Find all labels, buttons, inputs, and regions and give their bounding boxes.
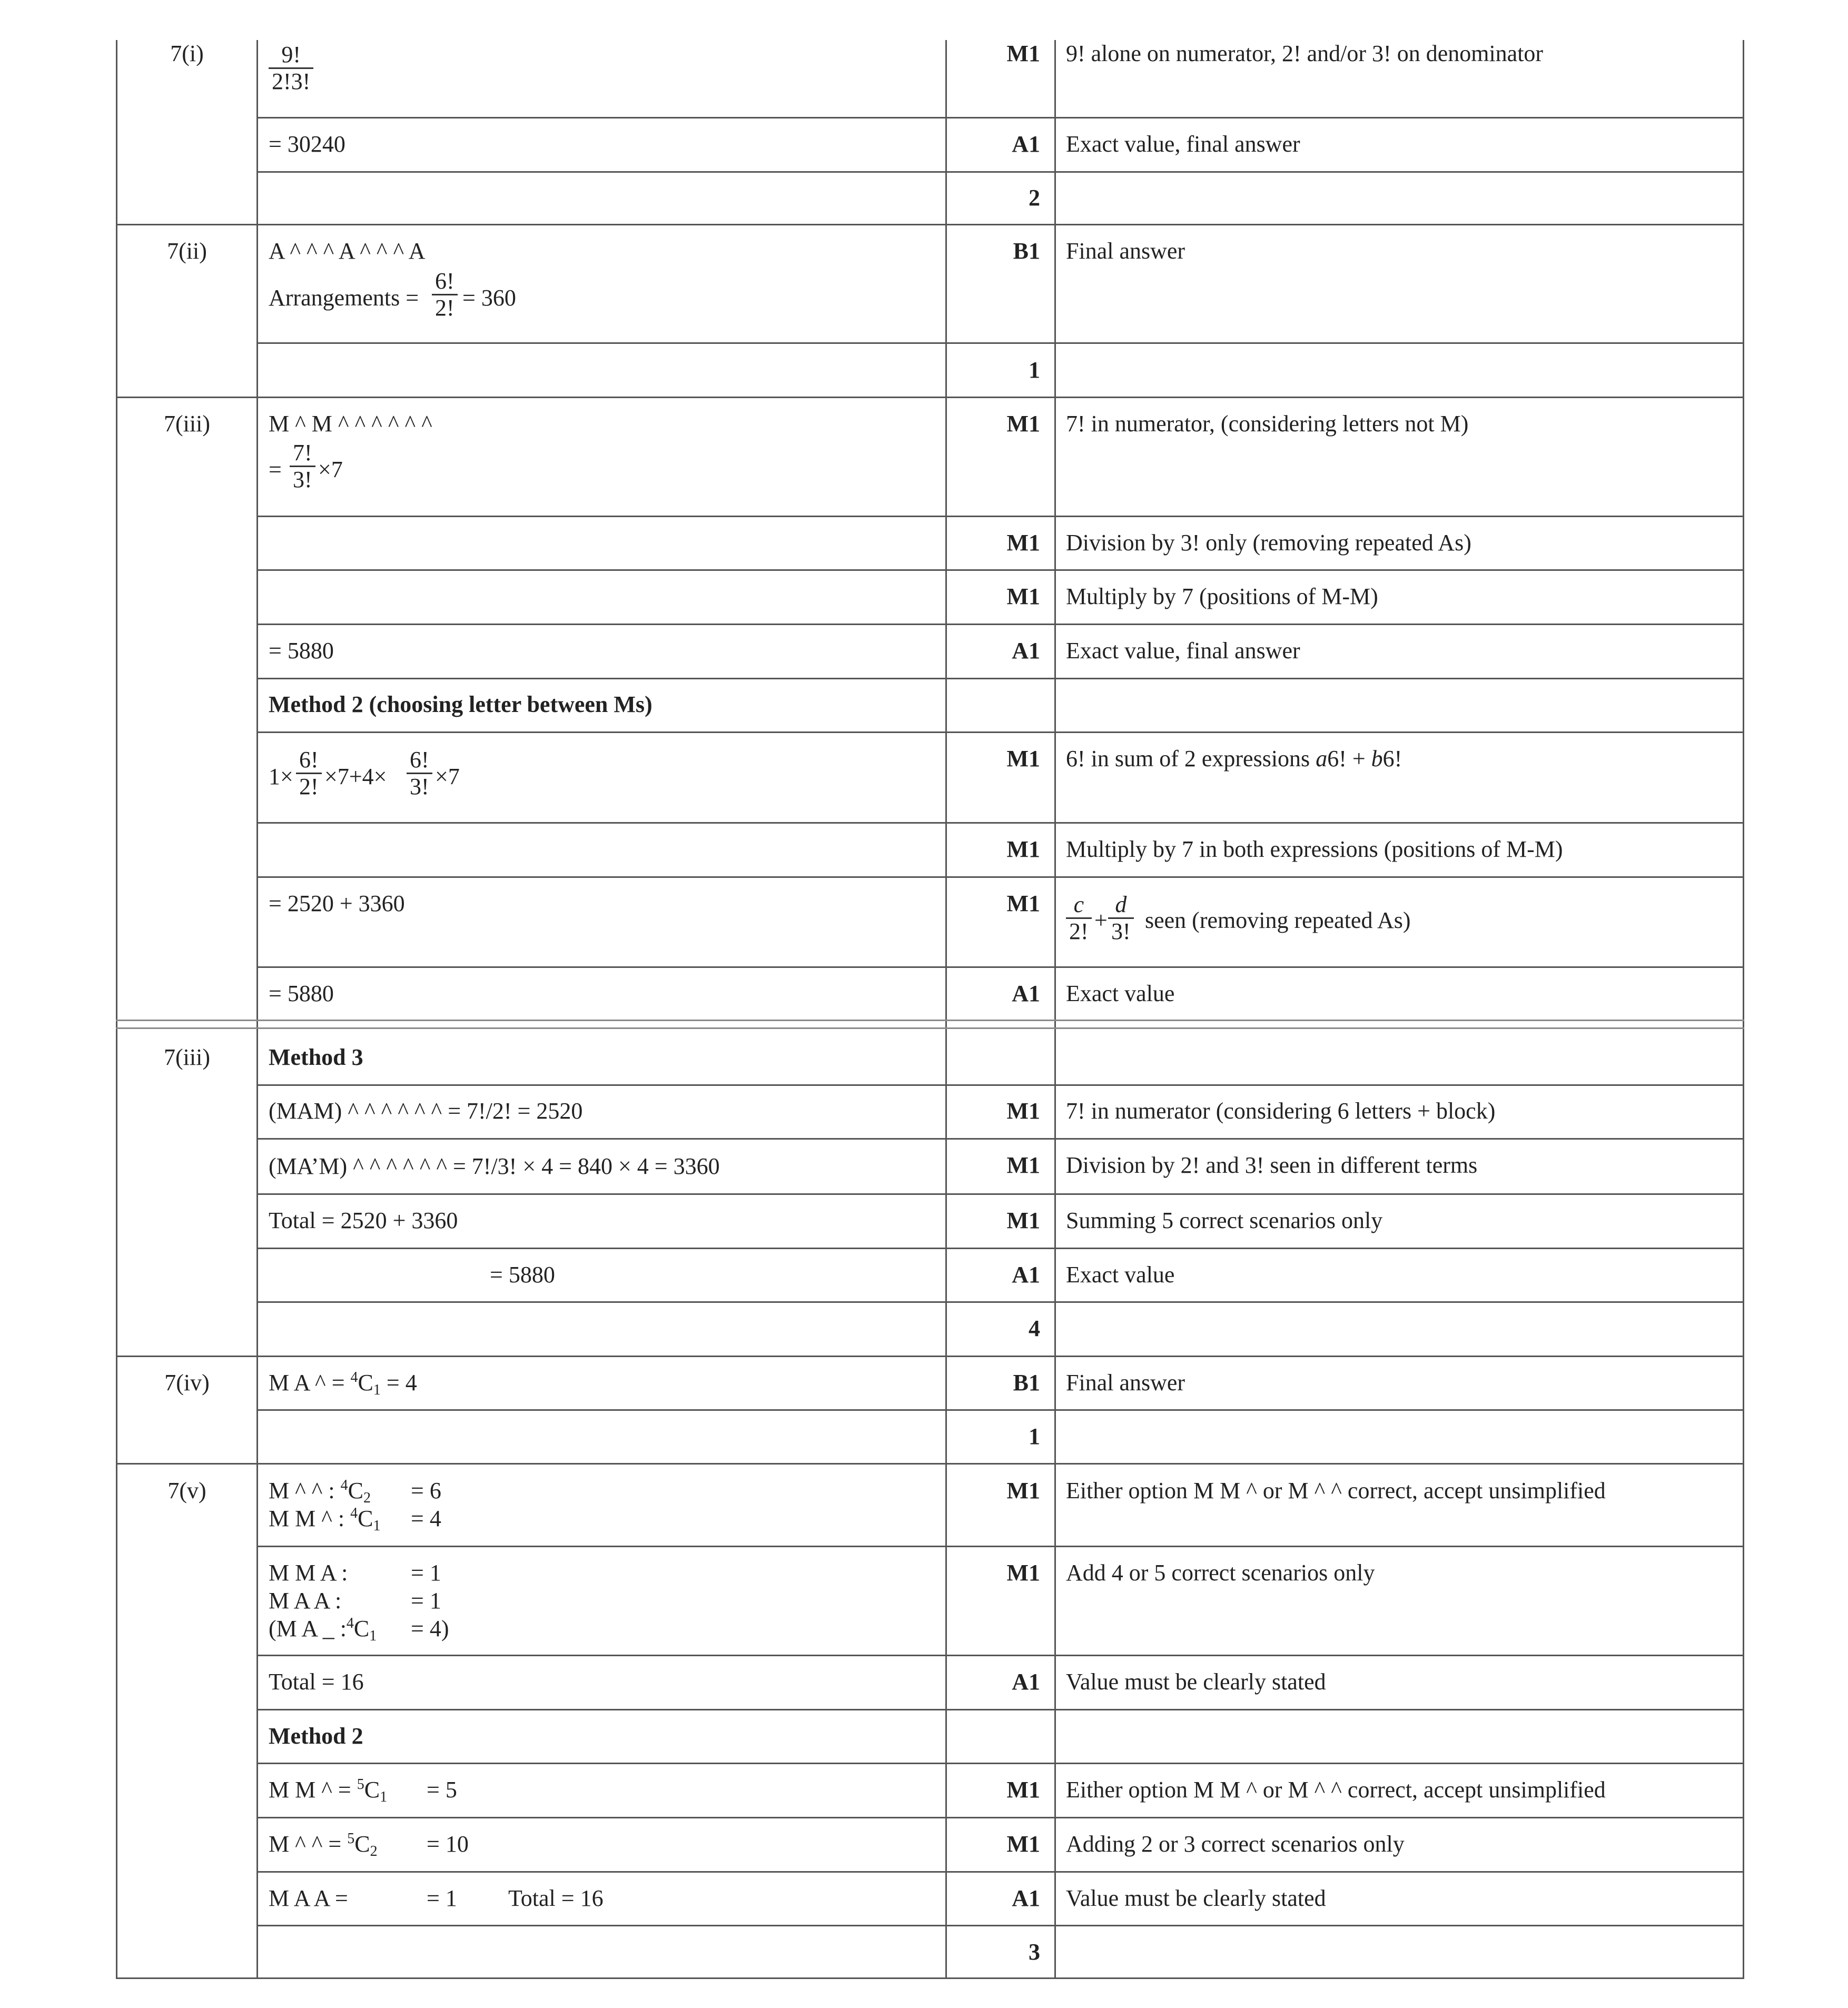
guidance-text: 7! in numerator, (considering letters not M): [1066, 411, 1469, 437]
answer-fraction: [432, 269, 458, 321]
fraction-numerator: 9!: [269, 42, 313, 69]
mark-code: M1: [1006, 1152, 1040, 1178]
superscript: 4: [340, 1477, 348, 1493]
fraction-denominator: 2!: [435, 295, 454, 321]
answer-text-part: M M ^ :: [269, 1506, 351, 1531]
mark-code: M1: [1006, 41, 1040, 66]
answer-fraction: [407, 747, 432, 799]
guidance-text: Exact value: [1066, 1262, 1175, 1288]
row-divider: [256, 822, 1744, 824]
row-divider: [256, 171, 1744, 173]
answer-text-part: M ^ ^ :: [269, 1478, 341, 1503]
answer-text: (MAM) ^ ^ ^ ^ ^ ^ = 7!/2! = 2520: [269, 1098, 583, 1124]
answer-text: M A A :: [269, 1588, 342, 1614]
answer-text: = 5880: [490, 1262, 555, 1288]
row-divider: [256, 624, 1744, 625]
guidance-text: [1066, 745, 1402, 773]
answer-text: [269, 1615, 377, 1643]
marks-total: 3: [1029, 1939, 1040, 1965]
guidance-text-part: 6! +: [1327, 746, 1371, 771]
fraction-numerator: 6!: [407, 747, 432, 774]
answer-text: Total = 2520 + 3360: [269, 1208, 458, 1233]
table-border-left: [116, 40, 117, 1979]
guidance-text: seen (removing repeated As): [1145, 907, 1411, 933]
guidance-text-part: 6!: [1382, 746, 1402, 771]
table-border-bottom: [116, 1977, 1744, 1979]
answer-value: = 4): [411, 1616, 449, 1641]
answer-text: = 2520 + 3360: [269, 891, 405, 916]
answer-text: =: [269, 457, 282, 482]
variable-a: a: [1316, 746, 1328, 771]
question-label: 7(ii): [167, 238, 207, 264]
guidance-text: Exact value: [1066, 981, 1175, 1006]
answer-text-part: C: [353, 1616, 370, 1641]
marks-total: 1: [1029, 357, 1040, 383]
superscript: 4: [350, 1505, 358, 1521]
question-divider: [116, 1463, 1744, 1465]
mark-code: M1: [1006, 1777, 1040, 1803]
guidance-text: Summing 5 correct scenarios only: [1066, 1208, 1383, 1233]
row-divider: [256, 1409, 1744, 1411]
fraction-denominator: 2!: [299, 774, 319, 799]
answer-text-part: C: [354, 1831, 370, 1857]
mark-code: A1: [1012, 981, 1040, 1006]
answer-text: = 30240: [269, 131, 345, 157]
superscript: 4: [346, 1615, 354, 1631]
row-divider: [256, 342, 1744, 344]
guidance-fraction: [1066, 892, 1092, 944]
mark-code: A1: [1012, 1669, 1040, 1695]
method-heading: Method 2 (choosing letter between Ms): [269, 691, 653, 717]
column-divider-guidance: [1054, 40, 1056, 1979]
subscript: 1: [373, 1382, 381, 1398]
mark-code: B1: [1013, 1370, 1040, 1396]
row-divider: [256, 516, 1744, 517]
answer-text-part: C: [348, 1478, 363, 1503]
question-label: 7(i): [170, 41, 204, 66]
subscript: 1: [380, 1789, 388, 1805]
answer-text: = 5880: [269, 638, 334, 664]
answer-text-part: M A ^ =: [269, 1370, 351, 1396]
answer-text: [269, 1477, 371, 1505]
row-divider: [256, 1546, 1744, 1547]
fraction-denominator: 3!: [293, 467, 312, 492]
guidance-text: 9! alone on numerator, 2! and/or 3! on denominator: [1066, 41, 1544, 66]
mark-code: M1: [1006, 1831, 1040, 1857]
fraction-denominator: 3!: [410, 774, 429, 799]
mark-code: A1: [1012, 1885, 1040, 1911]
answer-text-part: M M ^ =: [269, 1777, 357, 1803]
row-divider: [256, 569, 1744, 571]
mark-code: M1: [1006, 411, 1040, 437]
marks-total: 1: [1029, 1423, 1040, 1449]
fraction-denominator: 2!: [1069, 918, 1089, 944]
row-divider: [256, 966, 1744, 968]
mark-code: B1: [1013, 238, 1040, 264]
row-divider: [256, 876, 1744, 878]
row-divider: [256, 731, 1744, 733]
marks-total: 2: [1029, 185, 1040, 211]
fraction-numerator: c: [1066, 892, 1092, 919]
answer-value: = 1: [411, 1560, 441, 1586]
answer-value: = 1: [427, 1885, 457, 1911]
answer-fraction: [296, 747, 322, 799]
column-divider-answer: [256, 40, 258, 1979]
answer-text-part: = 4: [380, 1370, 417, 1396]
answer-text-part: (M A _ :: [269, 1616, 347, 1641]
question-divider: [116, 1356, 1744, 1357]
guidance-text: Value must be clearly stated: [1066, 1669, 1326, 1695]
row-divider: [256, 1817, 1744, 1818]
answer-text: M ^ M ^ ^ ^ ^ ^ ^: [269, 411, 432, 437]
row-divider: [256, 1193, 1744, 1195]
answer-text: A ^ ^ ^ A ^ ^ ^ A: [269, 238, 426, 264]
row-divider: [256, 1871, 1744, 1873]
fraction-numerator: 7!: [290, 440, 315, 467]
guidance-text: Either option M M ^ or M ^ ^ correct, accept unsimplified: [1066, 1777, 1606, 1803]
answer-value: = 1: [411, 1588, 441, 1614]
mark-code: M1: [1006, 836, 1040, 862]
answer-text: M A A =: [269, 1885, 348, 1911]
method-heading: Method 3: [269, 1044, 363, 1070]
row-divider: [256, 1655, 1744, 1656]
section-break-line: [116, 1020, 1744, 1021]
answer-text: [269, 1776, 387, 1804]
row-divider: [256, 678, 1744, 679]
mark-code: A1: [1012, 1262, 1040, 1288]
table-border-right: [1743, 40, 1744, 1979]
answer-value: = 6: [411, 1478, 441, 1503]
row-divider: [256, 117, 1744, 118]
column-divider-marks: [945, 40, 947, 1979]
answer-text: = 5880: [269, 981, 334, 1006]
mark-code: M1: [1006, 1098, 1040, 1124]
question-divider: [116, 397, 1744, 398]
question-label: 7(iii): [164, 411, 210, 437]
mark-code: M1: [1006, 583, 1040, 609]
answer-text: ×7+4×: [324, 764, 387, 789]
answer-fraction: [269, 42, 313, 94]
answer-text: = 360: [462, 285, 516, 311]
mark-code: A1: [1012, 638, 1040, 664]
answer-text-part: C: [358, 1506, 373, 1531]
guidance-text: Add 4 or 5 correct scenarios only: [1066, 1560, 1375, 1586]
guidance-text: Either option M M ^ or M ^ ^ correct, accept unsimplified: [1066, 1478, 1606, 1503]
section-break-line: [116, 1027, 1744, 1029]
answer-text-part: C: [358, 1370, 373, 1396]
marks-total: 4: [1029, 1315, 1040, 1341]
subscript: 2: [363, 1490, 371, 1506]
answer-text: [269, 1369, 417, 1397]
mark-code: M1: [1006, 1478, 1040, 1503]
guidance-text: Value must be clearly stated: [1066, 1885, 1326, 1911]
answer-text: 1×: [269, 764, 293, 789]
row-divider: [256, 1138, 1744, 1140]
mark-code: M1: [1006, 891, 1040, 916]
fraction-numerator: d: [1108, 892, 1134, 919]
guidance-text: Final answer: [1066, 238, 1185, 264]
row-divider: [256, 1301, 1744, 1303]
answer-value: = 5: [427, 1777, 457, 1803]
variable-b: b: [1371, 746, 1383, 771]
answer-text: ×7: [435, 764, 460, 789]
row-divider: [256, 1763, 1744, 1764]
answer-text: [269, 1831, 378, 1858]
question-label: 7(v): [167, 1478, 206, 1503]
mark-code: M1: [1006, 1208, 1040, 1233]
answer-text: (MA’M) ^ ^ ^ ^ ^ ^ = 7!/3! × 4 = 840 × 4 = 3360: [269, 1153, 720, 1179]
answer-value: = 10: [427, 1831, 469, 1857]
guidance-fraction: [1108, 892, 1134, 944]
guidance-text: Adding 2 or 3 correct scenarios only: [1066, 1831, 1405, 1857]
answer-text: ×7: [318, 457, 343, 482]
row-divider: [256, 1084, 1744, 1086]
answer-text-part: M ^ ^ =: [269, 1831, 348, 1857]
mark-code: A1: [1012, 131, 1040, 157]
answer-text: M M A :: [269, 1560, 348, 1586]
answer-value: = 4: [411, 1506, 441, 1531]
fraction-numerator: 6!: [432, 269, 458, 295]
guidance-text: +: [1094, 907, 1108, 933]
fraction-numerator: 6!: [296, 747, 322, 774]
answer-total: Total = 16: [508, 1885, 604, 1911]
mark-code: M1: [1006, 530, 1040, 556]
question-divider: [116, 224, 1744, 225]
mark-code: M1: [1006, 1560, 1040, 1586]
guidance-text: Multiply by 7 (positions of M-M): [1066, 583, 1378, 609]
guidance-text: Division by 3! only (removing repeated As): [1066, 530, 1471, 556]
subscript: 1: [369, 1628, 377, 1644]
row-divider: [256, 1248, 1744, 1249]
question-label: 7(iii): [164, 1044, 210, 1070]
fraction-denominator: 2!3!: [272, 68, 311, 94]
fraction-denominator: 3!: [1111, 918, 1131, 944]
answer-text: Arrangements =: [269, 285, 419, 311]
row-divider: [256, 1709, 1744, 1710]
guidance-text-part: 6! in sum of 2 expressions: [1066, 746, 1316, 771]
guidance-text: 7! in numerator (considering 6 letters + block): [1066, 1098, 1496, 1124]
guidance-text: Final answer: [1066, 1370, 1185, 1396]
mark-code: M1: [1006, 746, 1040, 771]
row-divider: [256, 1925, 1744, 1926]
guidance-text: Exact value, final answer: [1066, 131, 1300, 157]
guidance-text: Division by 2! and 3! seen in different terms: [1066, 1152, 1478, 1178]
answer-fraction: [290, 440, 315, 492]
answer-text-part: C: [364, 1777, 380, 1803]
guidance-text: Exact value, final answer: [1066, 638, 1300, 664]
guidance-text: Multiply by 7 in both expressions (positions of M-M): [1066, 836, 1563, 862]
superscript: 5: [357, 1776, 364, 1793]
answer-text: [269, 1505, 380, 1532]
superscript: 5: [347, 1831, 355, 1847]
subscript: 2: [370, 1843, 378, 1859]
superscript: 4: [350, 1369, 358, 1386]
subscript: 1: [373, 1518, 381, 1534]
question-label: 7(iv): [164, 1370, 210, 1396]
answer-text: Total = 16: [269, 1669, 364, 1695]
method-heading: Method 2: [269, 1723, 363, 1749]
